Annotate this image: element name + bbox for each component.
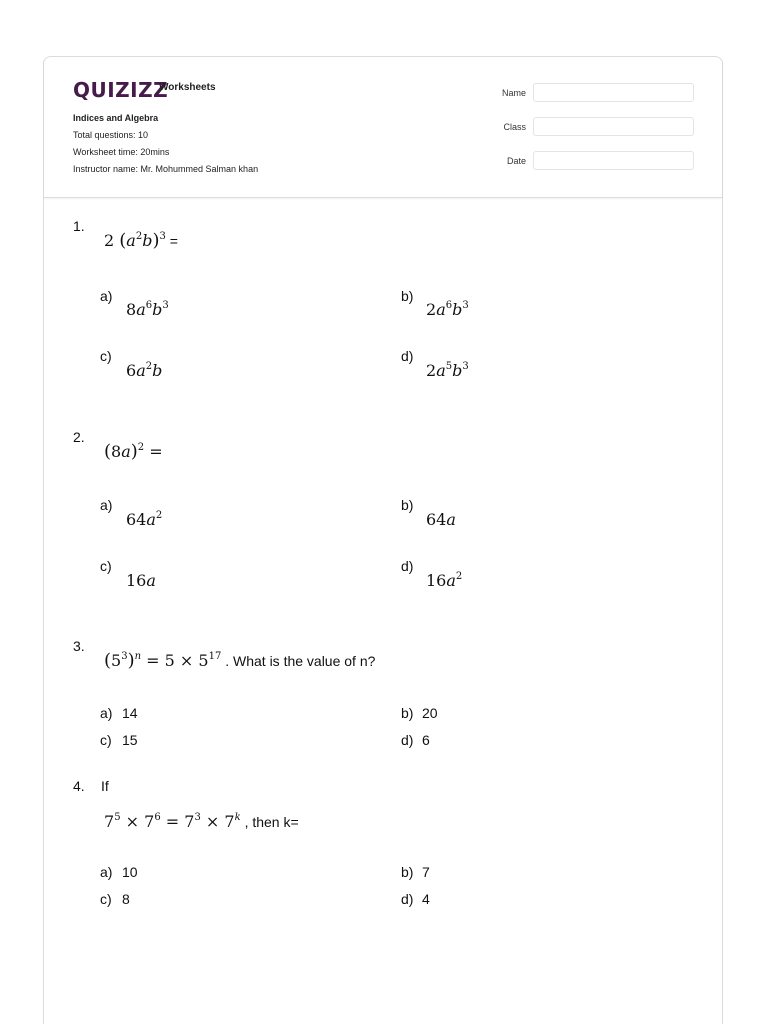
question-tail: , then k= xyxy=(244,814,299,830)
question-intro: If xyxy=(101,778,109,794)
option-label[interactable]: b) xyxy=(401,864,414,880)
question-number: 2. xyxy=(73,429,85,445)
option-label[interactable]: a) xyxy=(100,864,113,880)
option-value[interactable]: $8a^6b^3$ xyxy=(126,300,169,319)
option-label[interactable]: d) xyxy=(401,891,414,907)
option-value[interactable]: $6a^2b$ xyxy=(126,361,163,380)
question-number: 3. xyxy=(73,638,85,654)
option-label[interactable]: c) xyxy=(100,558,112,574)
instructor-name: Instructor name: Mr. Mohummed Salman khan xyxy=(73,164,259,174)
question-number: 1. xyxy=(73,218,85,234)
question-text xyxy=(104,650,375,671)
option-value[interactable]: 14 xyxy=(122,705,138,721)
math-expression: $(8a)^2$ = xyxy=(104,441,163,462)
option-label[interactable]: c) xyxy=(100,732,112,748)
option-value[interactable]: 64a xyxy=(426,510,456,529)
worksheet-title: Indices and Algebra xyxy=(73,113,159,123)
math-expression: $(5^3)^n = 5 \times 5^{17}$ xyxy=(104,650,222,671)
logo-subtitle: Worksheets xyxy=(159,82,216,93)
math-expression: $7^5 \times 7^6 = 7^3 \times 7^k$ xyxy=(104,812,241,831)
option-label[interactable]: a) xyxy=(100,288,113,304)
option-value[interactable]: 20 xyxy=(422,705,438,721)
option-value[interactable]: 7 xyxy=(422,864,430,880)
option-label[interactable]: b) xyxy=(401,288,414,304)
worksheet-header xyxy=(44,57,722,198)
worksheet-page xyxy=(43,56,723,1024)
option-label[interactable]: b) xyxy=(401,705,414,721)
option-label[interactable]: a) xyxy=(100,497,113,513)
option-label[interactable]: d) xyxy=(401,732,414,748)
question-text xyxy=(104,812,299,831)
math-expression: 2 $(a^2b)^3$ xyxy=(104,230,166,251)
option-label[interactable]: a) xyxy=(100,705,113,721)
question-number: 4. xyxy=(73,778,85,794)
option-label[interactable]: b) xyxy=(401,497,414,513)
option-value[interactable]: 4 xyxy=(422,891,430,907)
name-field[interactable] xyxy=(533,83,694,102)
option-value[interactable]: 10 xyxy=(122,864,138,880)
option-value[interactable]: $2a^5b^3$ xyxy=(426,361,469,380)
name-label: Name xyxy=(501,88,526,98)
option-value[interactable]: $16a^2$ xyxy=(426,571,463,590)
class-field[interactable] xyxy=(533,117,694,136)
question-tail: . What is the value of n? xyxy=(225,653,376,669)
option-value[interactable]: 16a xyxy=(126,571,156,590)
worksheet-time: Worksheet time: 20mins xyxy=(73,147,170,157)
option-value[interactable]: 15 xyxy=(122,732,138,748)
class-label: Class xyxy=(503,122,526,132)
option-value[interactable]: 8 xyxy=(122,891,130,907)
option-label[interactable]: c) xyxy=(100,891,112,907)
option-value[interactable]: $2a^6b^3$ xyxy=(426,300,469,319)
date-label: Date xyxy=(506,156,526,166)
question-tail: = xyxy=(169,233,178,249)
option-value[interactable]: $64a^2$ xyxy=(126,510,163,529)
date-field[interactable] xyxy=(533,151,694,170)
question-tail: = xyxy=(149,442,163,461)
option-value[interactable]: 6 xyxy=(422,732,430,748)
question-text xyxy=(104,441,163,462)
option-label[interactable]: d) xyxy=(401,348,414,364)
option-label[interactable]: d) xyxy=(401,558,414,574)
question-text xyxy=(104,230,178,251)
quizizz-logo: QUIZIZZ xyxy=(73,78,169,102)
total-questions: Total questions: 10 xyxy=(73,130,149,140)
option-label[interactable]: c) xyxy=(100,348,112,364)
